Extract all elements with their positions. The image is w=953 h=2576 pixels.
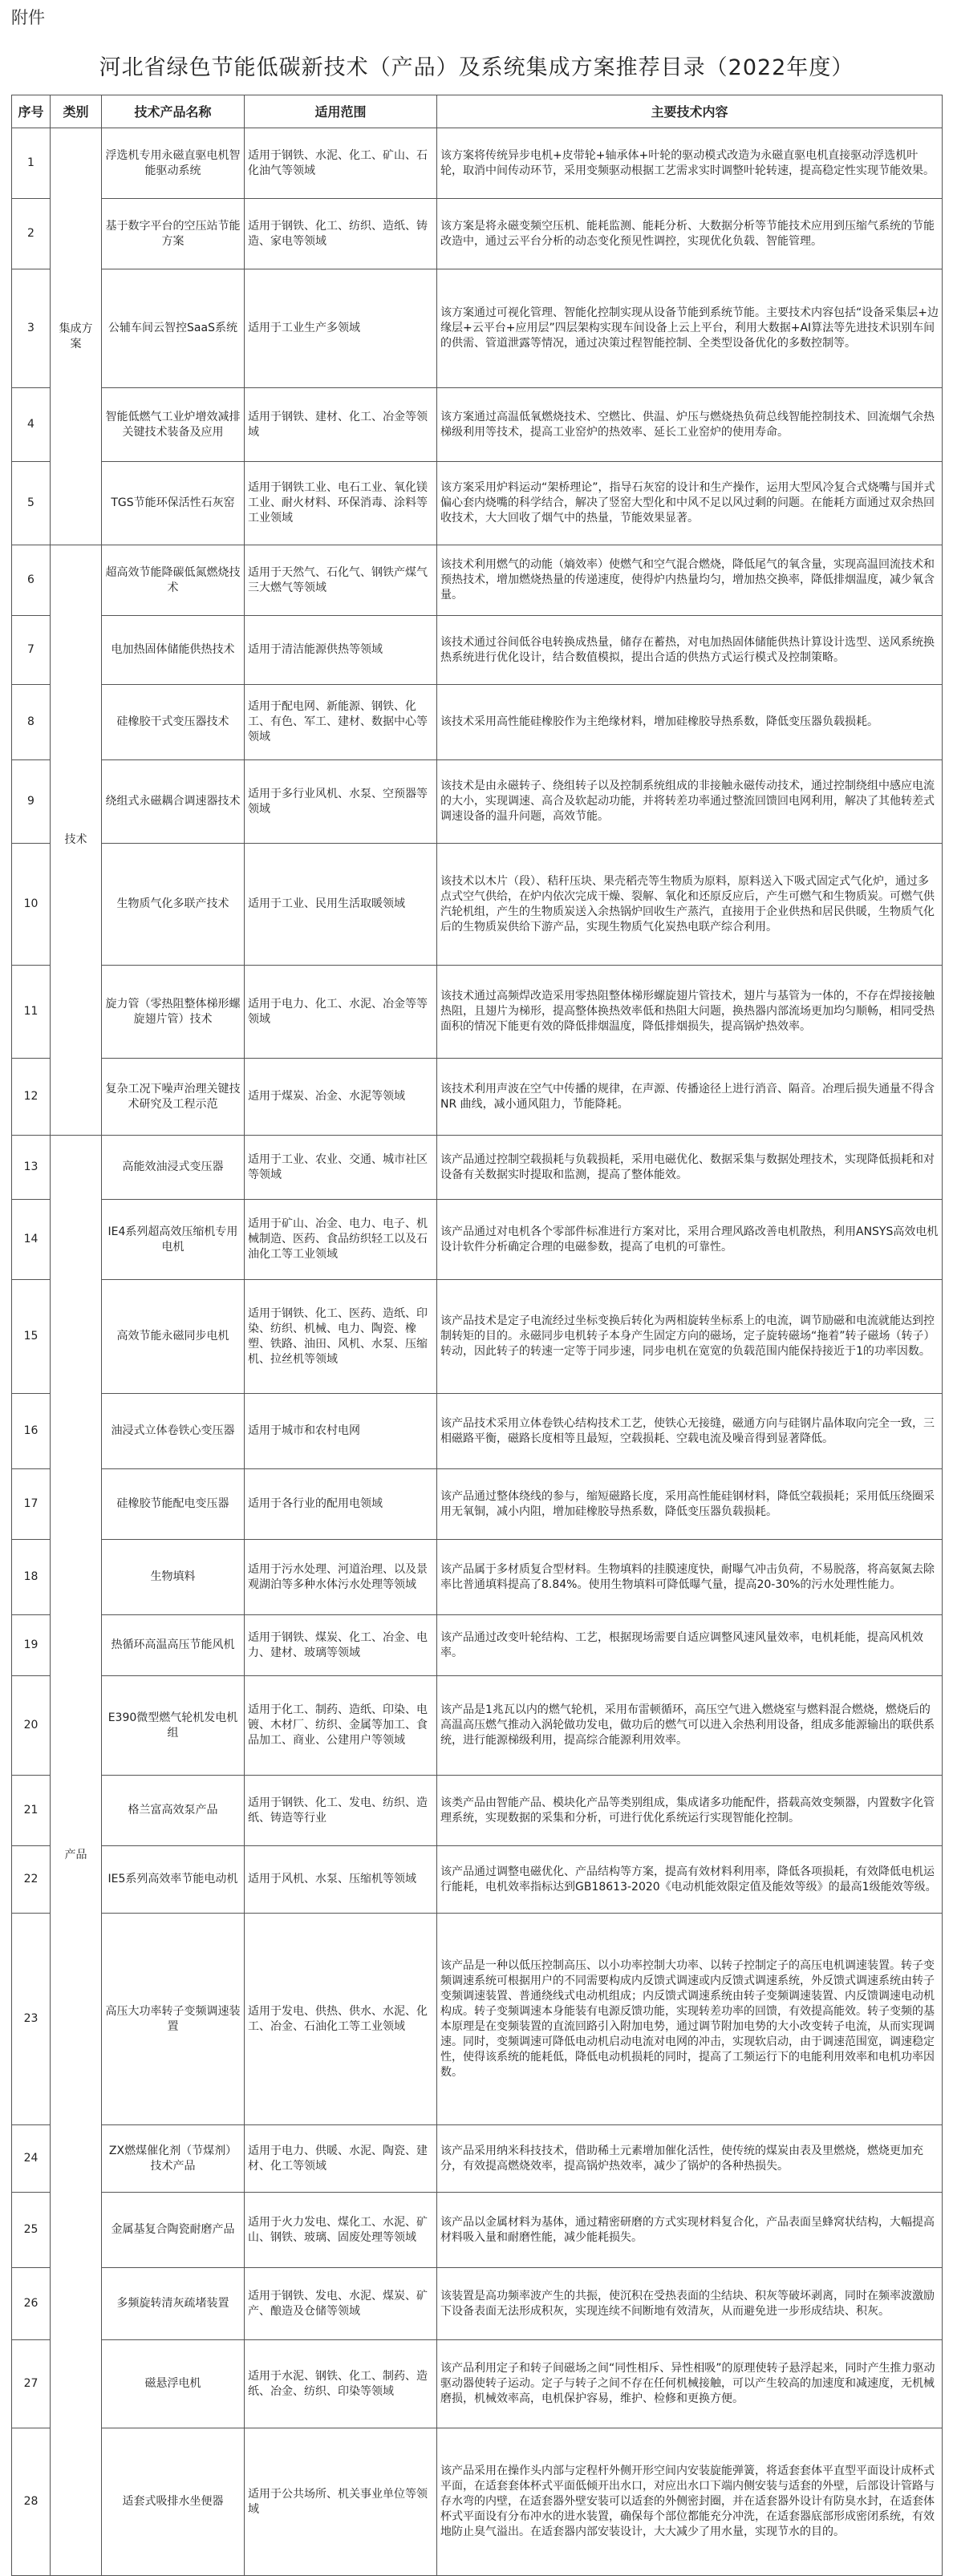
row-content: 该方案通过高温低氧燃烧技术、空燃比、供温、炉压与燃烧热负荷总线智能控制技术、回流烟气余热梯级利用等技术，提高工业窑炉的热效率、延长工业窑炉的使用寿命。 [437,388,943,462]
table-row [12,128,943,199]
table-row [12,1200,943,1280]
row-name: 热循环高温高压节能风机 [102,1615,245,1676]
row-content: 该产品技术是定子电流经过坐标变换后转化为两相旋转坐标系上的电流，调节励磁和电流就能达到控制转矩的目的。永磁同步电机转子本身产生固定方向的磁场，定子旋转磁场“拖着”转子磁场（转子）转动，因此转子的转速一定等于同步速，同步电机在宽宽的负载范围内能保持接近于1的功率因数。 [437,1280,943,1394]
row-seq: 16 [12,1394,51,1469]
row-seq: 26 [12,2268,51,2340]
row-seq: 18 [12,1540,51,1615]
row-name: 格兰富高效泵产品 [102,1776,245,1846]
row-seq: 24 [12,2125,51,2193]
row-name: 适套式吸排水坐便器 [102,2428,245,2576]
table-row [12,2340,943,2428]
row-scope: 适用于矿山、冶金、电力、电子、机械制造、医药、食品纺织轻工以及石油化工等工业领域 [245,1200,437,1280]
row-seq: 8 [12,685,51,760]
row-scope: 适用于化工、制药、造纸、印染、电镀、木材厂、纺织、金属等加工、食品加工、商业、公建用户等领域 [245,1676,437,1776]
row-content: 该产品通过调整电磁优化、产品结构等方案，提高有效材料利用率，降低各项损耗，有效降低电机运行能耗，电机效率指标达到GB18613-2020《电动机能效限定值及能效等级》的最高1级能效等级。 [437,1846,943,1914]
recommendation-table [11,95,943,2576]
row-content: 该技术利用燃气的动能（熵效率）使燃气和空气混合燃烧，降低尾气的氧含量，实现高温回流技术和预热技术，增加燃烧热量的传递速度，使得炉内热量均匀，增加热交换率，降低排烟温度，减少氧含量。 [437,545,943,616]
row-scope: 适用于发电、供热、供水、水泥、化工、冶金、石油化工等工业领域 [245,1914,437,2125]
row-seq: 22 [12,1846,51,1914]
row-scope: 适用于公共场所、机关事业单位等领域 [245,2428,437,2576]
row-content: 该产品是1兆瓦以内的燃气轮机，采用布雷顿循环，高压空气进入燃烧室与燃料混合燃烧，燃烧后的高温高压燃气推动入涡轮做功发电，做功后的燃气可以进入余热利用设备，组成多能源输出的联供系统，进行能源梯级利用，提高综合能源利用效率。 [437,1676,943,1776]
table-row [12,1394,943,1469]
table-row [12,2125,943,2193]
row-name: 电加热固体储能供热技术 [102,616,245,685]
row-name: 超高效节能降碳低氮燃烧技术 [102,545,245,616]
table-row [12,1846,943,1914]
row-scope: 适用于电力、供暖、水泥、陶瓷、建材、化工等领域 [245,2125,437,2193]
row-seq: 17 [12,1469,51,1540]
row-content: 该技术利用声波在空气中传播的规律，在声源、传播途径上进行消音、隔音。冶理后损失通量不得含NR 曲线，减小通风阻力，节能降耗。 [437,1059,943,1136]
row-seq: 1 [12,128,51,199]
row-scope: 适用于钢铁、化工、发电、纺织、造纸、铸造等行业 [245,1776,437,1846]
table-row [12,462,943,545]
row-scope: 适用于钢铁、煤炭、化工、冶金、电力、建材、玻璃等领域 [245,1615,437,1676]
row-seq: 27 [12,2340,51,2428]
table-row [12,1059,943,1136]
row-content: 该类产品由智能产品、模块化产品等类别组成，集成诸多功能配件，搭载高效变频器，内置数字化管理系统，实现数据的采集和分析，可进行优化系统运行实现智能化控制。 [437,1776,943,1846]
table-row [12,269,943,388]
row-scope: 适用于工业生产多领域 [245,269,437,388]
page-title: 河北省绿色节能低碳新技术（产品）及系统集成方案推荐目录（2022年度） [99,55,854,80]
table-row [12,1136,943,1200]
row-name: 磁悬浮电机 [102,2340,245,2428]
row-content: 该方案采用炉料运动“架桥理论”，指导石灰窑的设计和生产操作，运用大型风冷复合式烧嘴与国并式偏心套内烧嘴的科学结合，解决了竖窑大型化和中风不足以风过剩的问题。在能耗方面通过双余热回收技术，大大回收了烟气中的热量，节能效果显著。 [437,462,943,545]
row-name: 高压大功率转子变频调速装置 [102,1914,245,2125]
row-name: IE4系列超高效压缩机专用电机 [102,1200,245,1280]
row-content: 该产品通过改变叶轮结构、工艺，根据现场需要自适应调整风速风量效率，电机耗能，提高风机效率。 [437,1615,943,1676]
row-name: 金属基复合陶瓷耐磨产品 [102,2193,245,2268]
row-content: 该产品通过控制空载损耗与负载损耗，采用电磁优化、数据采集与数据处理技术，实现降低损耗和对设备有关数据实时提取和监测，提高了整体能效。 [437,1136,943,1200]
row-scope: 适用于钢铁工业、电石工业、氧化镁工业、耐火材料、环保消毒、涂料等工业领域 [245,462,437,545]
row-scope: 适用于钢铁、化工、医药、造纸、印染、纺织、机械、电力、陶瓷、橡塑、铁路、油田、风机、水泵、压缩机、拉丝机等领域 [245,1280,437,1394]
row-scope: 适用于配电网、新能源、钢铁、化工、有色、军工、建材、数据中心等领域 [245,685,437,760]
row-content: 该产品以金属材料为基体，通过精密研磨的方式实现材料复合化，产品表面呈蜂窝状结构，大幅提高材料吸入量和耐磨性能，减少能耗损失。 [437,2193,943,2268]
row-scope: 适用于电力、化工、水泥、冶金等等领域 [245,966,437,1059]
row-content: 该技术通过高频焊改造采用零热阻整体梯形螺旋翅片管技术，翅片与基管为一体的，不存在焊接接触热阻，且翅片为梯形，提高整体换热效率低和热阻大问题，换热器内部流场更加均匀顺畅，相同受热面积的情况下能更有效的降低排烟温度，降低排烟损失，提高锅炉热效率。 [437,966,943,1059]
row-seq: 11 [12,966,51,1059]
row-seq: 2 [12,199,51,269]
row-content: 该技术以木片（段）、秸秆压块、果壳稻壳等生物质为原料，原料送入下吸式固定式气化炉，通过多点式空气供给，在炉内依次完成干燥、裂解、氧化和还原反应后，产生可燃气和生物质炭。可燃气供汽轮机组，产生的生物质炭送入余热锅炉回收生产蒸汽，直接用于企业供热和居民供暖，生物质气化后的生物质炭供给下游产品，实现生物质气化炭热电联产综合利用。 [437,844,943,966]
row-seq: 19 [12,1615,51,1676]
row-scope: 适用于天然气、石化气、钢铁产煤气三大燃气等领域 [245,545,437,616]
row-seq: 9 [12,760,51,844]
table-row [12,1615,943,1676]
category-product: 产品 [51,1136,102,2576]
row-name: 旋力管（零热阻整体梯形螺旋翅片管）技术 [102,966,245,1059]
row-scope: 适用于各行业的配用电领域 [245,1469,437,1540]
row-seq: 23 [12,1914,51,2125]
row-seq: 3 [12,269,51,388]
row-seq: 10 [12,844,51,966]
row-name: 硅橡胶节能配电变压器 [102,1469,245,1540]
row-seq: 21 [12,1776,51,1846]
row-name: TGS节能环保活性石灰窑 [102,462,245,545]
row-name: 智能低燃气工业炉增效减排关键技术装备及应用 [102,388,245,462]
header-content: 主要技术内容 [437,95,943,128]
row-name: 生物填料 [102,1540,245,1615]
row-name: 高能效油浸式变压器 [102,1136,245,1200]
row-scope: 适用于工业、农业、交通、城市社区等领域 [245,1136,437,1200]
table-row [12,1776,943,1846]
table-header-row [12,95,943,128]
row-scope: 适用于城市和农村电网 [245,1394,437,1469]
row-scope: 适用于工业、民用生活取暖领域 [245,844,437,966]
table-row [12,2193,943,2268]
table-row [12,545,943,616]
row-content: 该产品技术采用立体卷铁心结构技术工艺，使铁心无接缝，磁通方向与硅钢片晶体取向完全一致，三相磁路平衡，磁路长度相等且最短，空载损耗、空载电流及噪音得到显著降低。 [437,1394,943,1469]
table-row [12,685,943,760]
row-scope: 适用于水泥、钢铁、化工、制药、造纸、冶金、纺织、印染等领域 [245,2340,437,2428]
row-name: 多频旋转清灰疏堵装置 [102,2268,245,2340]
table-row [12,760,943,844]
row-content: 该产品利用定子和转子间磁场之间“同性相斥、异性相吸”的原理使转子悬浮起来，同时产生推力驱动驱动器使转子运动。定子与转子之间不存在任何机械接触，可以产生较高的加速度和减速度，无机械磨损，机械效率高，电机保护容易，维护、检修和更换方便。 [437,2340,943,2428]
table-row [12,966,943,1059]
row-content: 该方案是将永磁变频空压机、能耗监测、能耗分析、大数据分析等节能技术应用到压缩气系统的节能改造中，通过云平台分析的动态变化预见性调控，实现优化负载、智能管理。 [437,199,943,269]
row-scope: 适用于风机、水泵、压缩机等领域 [245,1846,437,1914]
row-name: 浮选机专用永磁直驱电机智能驱动系统 [102,128,245,199]
row-seq: 5 [12,462,51,545]
row-seq: 28 [12,2428,51,2576]
row-seq: 4 [12,388,51,462]
row-content: 该技术是由永磁转子、绕组转子以及控制系统组成的非接触永磁传动技术，通过控制绕组中感应电流的大小，实现调速、高合及软起动功能，并将转差功率通过整流回馈回电网利用，解决了其他转差式调速设备的温升问题，高效节能。 [437,760,943,844]
row-seq: 6 [12,545,51,616]
row-content: 该装置是高功频率波产生的共振，使沉积在受热表面的尘结块、积灰等破坏剥离，同时在频率波激励下设备表面无法形成积灰，实现连续不间断地有效清灰，从而避免进一步形成结块、积灰。 [437,2268,943,2340]
row-content: 该技术采用高性能硅橡胶作为主绝缘材料，增加硅橡胶导热系数，降低变压器负载损耗。 [437,685,943,760]
row-seq: 25 [12,2193,51,2268]
header-scope: 适用范围 [245,95,437,128]
row-scope: 适用于煤炭、冶金、水泥等领域 [245,1059,437,1136]
row-name: 基于数字平台的空压站节能方案 [102,199,245,269]
row-seq: 13 [12,1136,51,1200]
row-name: 绕组式永磁耦合调速器技术 [102,760,245,844]
category-integration: 集成方案 [51,128,102,545]
row-content: 该产品采用纳米科技技术，借助稀土元素增加催化活性，使传统的煤炭由表及里燃烧，燃烧更加充分，有效提高燃烧效率，提高锅炉热效率，减少了锅炉的各种热损失。 [437,2125,943,2193]
table-row [12,199,943,269]
row-content: 该产品通过整体绕线的参与，缩短磁路长度，采用高性能硅钢材料，降低空载损耗；采用低压绕圈采用无氧铜，减小内阻，增加硅橡胶导热系数，降低变压器负载损耗。 [437,1469,943,1540]
row-name: ZX燃煤催化剂（节煤剂）技术产品 [102,2125,245,2193]
row-scope: 适用于钢铁、发电、水泥、煤炭、矿产、酿造及仓储等领域 [245,2268,437,2340]
row-content: 该产品属于多材质复合型材料。生物填料的挂膜速度快，耐曝气冲击负荷，不易脱落，将高氨氮去除率比普通填料提高了8.84%。使用生物填料可降低曝气量，提高20-30%的污水处理性能力。 [437,1540,943,1615]
row-name: IE5系列高效率节能电动机 [102,1846,245,1914]
table-row [12,388,943,462]
row-seq: 20 [12,1676,51,1776]
table-row [12,2428,943,2576]
table-row [12,1469,943,1540]
row-name: 油浸式立体卷铁心变压器 [102,1394,245,1469]
row-seq: 14 [12,1200,51,1280]
table-row [12,844,943,966]
row-content: 该方案将传统异步电机+皮带轮+轴承体+叶轮的驱动模式改造为永磁直驱电机直接驱动浮选机叶轮，取消中间传动环节，采用变频驱动根据工艺需求实时调整叶轮转速，提高稳定性实现节能效果。 [437,128,943,199]
row-name: 硅橡胶干式变压器技术 [102,685,245,760]
attachment-label: 附件 [11,8,45,27]
row-content: 该方案通过可视化管理、智能化控制实现从设备节能到系统节能。主要技术内容包括“设备采集层+边缘层+云平台+应用层”四层架构实现车间设备上云上平台，利用大数据+AI算法等先进技术识别车间的供需、管道泄露等情况，通过决策过程智能控制、全类型设备优化的多数控制等。 [437,269,943,388]
header-category: 类别 [51,95,102,128]
row-name: E390微型燃气轮机发电机组 [102,1676,245,1776]
row-scope: 适用于多行业风机、水泵、空预器等领域 [245,760,437,844]
row-seq: 15 [12,1280,51,1394]
table-row [12,1280,943,1394]
table-row [12,1914,943,2125]
row-content: 该产品是一种以低压控制高压、以小功率控制大功率、以转子控制定子的高压电机调速装置。转子变频调速系统可根据用户的不同需要构成内反馈式调速或内反馈式调速系统，外反馈式调速系统由转子变频调速装置、普通绕线式电动机组成；内反馈式调速系统由转子变频调速装置、内反馈调速电动机构成。转子变频调速本身能装有电源反馈功能，实现转差功率的回馈，有效提高能效。转子变频的基本原理是在变频装置的直流回路引入附加电势，通过调节附加电势的大小改变转子电流，从而实现调速。同时，变频调速可降低电动机启动电流对电网的冲击，实现软启动，由于调速范围宽，调速稳定性，使得该系统的能耗低，降低电动机损耗的同时，提高了工频运行下的电能利用效率和电机功率因数。 [437,1914,943,2125]
table-row [12,616,943,685]
category-technology: 技术 [51,545,102,1136]
table-row [12,1540,943,1615]
row-name: 公辅车间云智控SaaS系统 [102,269,245,388]
row-name: 高效节能永磁同步电机 [102,1280,245,1394]
row-seq: 12 [12,1059,51,1136]
header-seq: 序号 [12,95,51,128]
row-name: 复杂工况下噪声治理关键技术研究及工程示范 [102,1059,245,1136]
row-content: 该技术通过谷间低谷电转换成热量，储存在蓄热，对电加热固体储能供热计算设计选型、送风系统换热系统进行优化设计，结合数值模拟，提出合适的供热方式运行模式及控制策略。 [437,616,943,685]
row-name: 生物质气化多联产技术 [102,844,245,966]
table-row [12,1676,943,1776]
row-seq: 7 [12,616,51,685]
table-row [12,2268,943,2340]
row-scope: 适用于清洁能源供热等领域 [245,616,437,685]
row-content: 该产品通过对电机各个零部件标准进行方案对比，采用合理风路改善电机散热，利用ANSYS高效电机设计软件分析确定合理的电磁参数，提高了电机的可靠性。 [437,1200,943,1280]
header-name: 技术产品名称 [102,95,245,128]
row-scope: 适用于火力发电、煤化工、水泥、矿山、钢铁、玻璃、固废处理等领域 [245,2193,437,2268]
row-scope: 适用于钢铁、建材、化工、冶金等领域 [245,388,437,462]
row-scope: 适用于钢铁、水泥、化工、矿山、石化油气等领域 [245,128,437,199]
row-scope: 适用于污水处理、河道治理、以及景观湖泊等多种水体污水处理等领域 [245,1540,437,1615]
row-content: 该产品采用在操作头内部与定程杆外侧开形空间内安装旋能弹簧，将适套套体平直型平面设计成杯式平面，在适套套体杯式平面低倾开出水口，对应出水口下端内侧安装与适套的外壁，后部设计管路与存水弯的内壁，在适套器外壁安装可以适套的外侧密封圈，并在适套器外设计有防臭水封，在适套体杯式平面设有分布冲水的进水装置，确保每个部位都能充分冲洗，在适套器底部形成密闭系统，有效地防止臭气溢出。在适套器内部安装设计，大大减少了用水量，实现节水的目的。 [437,2428,943,2576]
row-scope: 适用于钢铁、化工、纺织、造纸、铸造、家电等领域 [245,199,437,269]
